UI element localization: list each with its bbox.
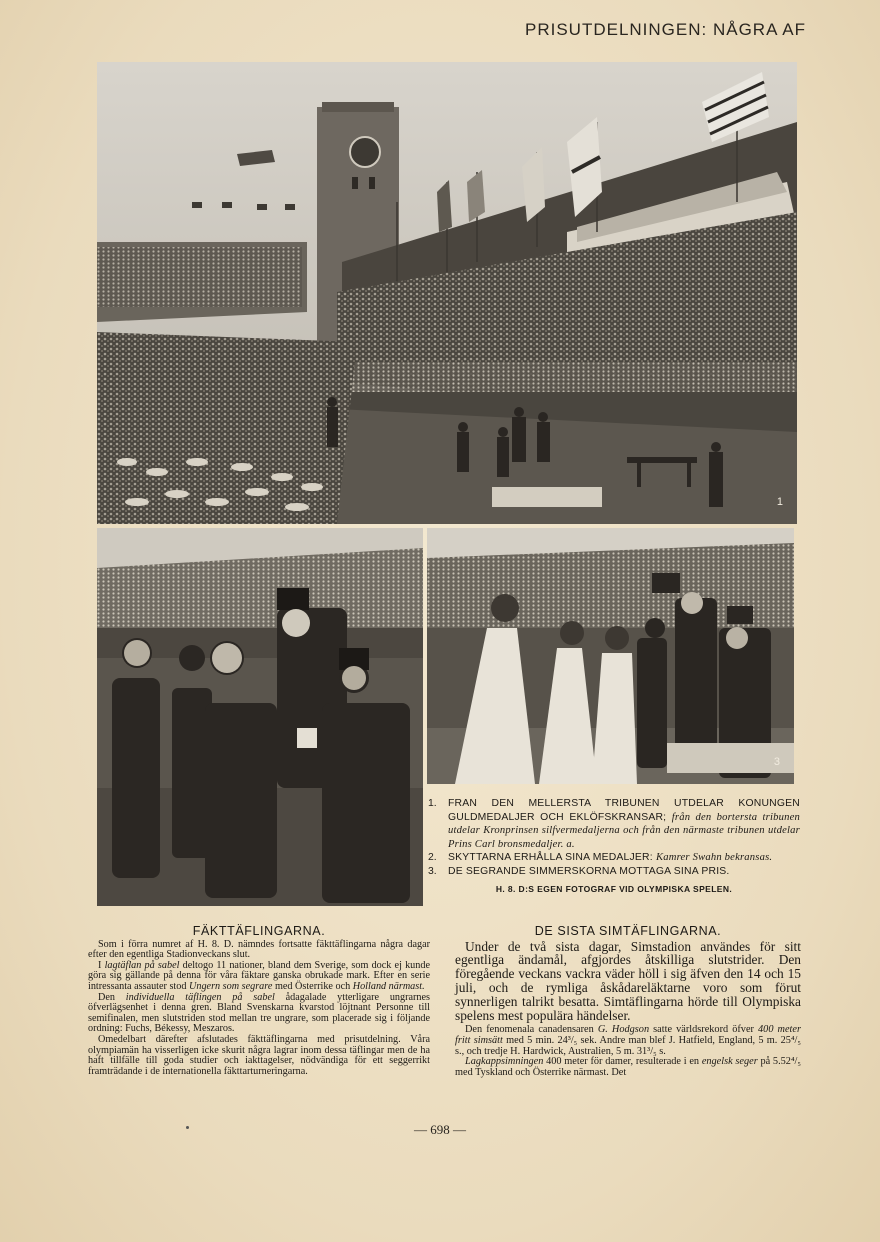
shooting-medal-photo-icon bbox=[97, 528, 423, 906]
caption-number: 3. bbox=[428, 865, 437, 877]
swimmers-prize-photo-icon bbox=[427, 528, 794, 784]
caption-1 bbox=[428, 797, 800, 851]
caption-number: 1. bbox=[428, 798, 437, 809]
caption-3 bbox=[428, 865, 800, 879]
article-fakttaflingarna bbox=[88, 926, 430, 1077]
page-header: PRISUTDELNINGEN: NÅGRA AF bbox=[525, 20, 806, 39]
paragraph: I lagtäflan på sabel deltogo 11 nationer, bland dem Sverige, som dock ej kunde göra sig gällande på denna för våra fäktare ganska obrukade mark. Efter en serie intressanta assauter stod Ungern som segrare med Österrike och Holland närmast. bbox=[88, 959, 430, 992]
caption-italic-text: Kamrer Swahn bekransas. bbox=[655, 852, 773, 864]
photo-captions bbox=[428, 797, 800, 896]
paragraph: Lagkappsimningen 400 meter för damer, resulterade i en engelsk seger på 5.52⁴/₅ med Tyskland och Österrike närmast. Det bbox=[455, 1056, 801, 1078]
lead-paragraph: Under de två sista dagar, Simstadion användes för sitt egentliga ändamål, afgjordes åtskilliga slutstrider. Den föregående veckans vackra väder höll i sig äfven den 14 och 15 juli, och de rymliga åskådareläktarne voro som förut synnerligen talrikt besatta. Simtäflingarna hörde till Olympiska spelens mest populära händelser. bbox=[455, 938, 801, 1023]
photo-credit: H. 8. D:S EGEN FOTOGRAF VID OLYMPISKA SPELEN. bbox=[495, 883, 733, 894]
caption-caps-text: FRAN DEN MELLERSTA TRIBUNEN UTDELAR KONUNGEN GULDMEDALJER OCH EKLÖFSKRANSAR; bbox=[448, 798, 800, 823]
caption-caps-text: SKYTTARNA ERHÅLLA SINA MEDALJER: bbox=[448, 852, 653, 864]
photo-number-1: 1 bbox=[776, 496, 783, 508]
stadium-ceremony-photo-icon bbox=[97, 62, 797, 524]
page-number: — 698 — bbox=[414, 1122, 466, 1137]
photo-stadium-ceremony bbox=[97, 62, 797, 524]
paragraph: Som i förra numret af H. 8. D. nämndes fortsatte fäkttäflingarna några dagar efter den egentliga Stadionveckans slut. bbox=[88, 938, 430, 961]
caption-caps-text: DE SEGRANDE SIMMERSKORNA MOTTAGA SINA PRIS. bbox=[448, 865, 730, 877]
paragraph: Den individuella täflingen på sabel ådagalade ytterligare ungrarnes öfverlägsenhet i denna gren. Bland Svenskarna kvarstod löjtnant Personne till semifinalen, men slutstriden stod mellan tre ungrare, som placerade sig i följande ordning: Fuchs, Békessy, Meszaros. bbox=[88, 991, 430, 1035]
paragraph: Omedelbart därefter afslutades fäkttäflingarna med prisutdelning. Våra olympiamän ha visserligen icke skurit några lagrar inom dessa täflingar men de ha haft tillfälle till goda studier och iakttagelser, nödvändiga för ett seggerrikt framträdande i de internationella fäkttarturneringarna. bbox=[88, 1033, 430, 1077]
caption-italic-text: från den bortersta tribunen utdelar Kronprinsen silfvermedaljerna och från den närmaste tribunen utdelar Prins Carl bronsmedaljer. a. bbox=[448, 811, 800, 850]
photo-shooting-medals bbox=[97, 528, 423, 906]
photo-swimmers-prize bbox=[427, 528, 794, 784]
article-heading: DE SISTA SIMTÄFLINGARNA. bbox=[534, 924, 722, 938]
article-heading: FÄKTTÄFLINGARNA. bbox=[192, 924, 326, 938]
paragraph: Den fenomenala canadensaren G. Hodgson satte världsrekord öfver 400 meter fritt simsätt med 5 min. 24³/₅ sek. Andre man blef J. Hatfield, England, 5 m. 25⁴/₅ s., och tredje H. Hardwick, Australien, 5 m. 31³/₅ s. bbox=[455, 1024, 801, 1057]
photo-number-3: 3 bbox=[773, 756, 780, 768]
caption-2 bbox=[428, 851, 800, 865]
caption-number: 2. bbox=[428, 852, 437, 864]
article-simtaflingarna bbox=[455, 926, 801, 1078]
